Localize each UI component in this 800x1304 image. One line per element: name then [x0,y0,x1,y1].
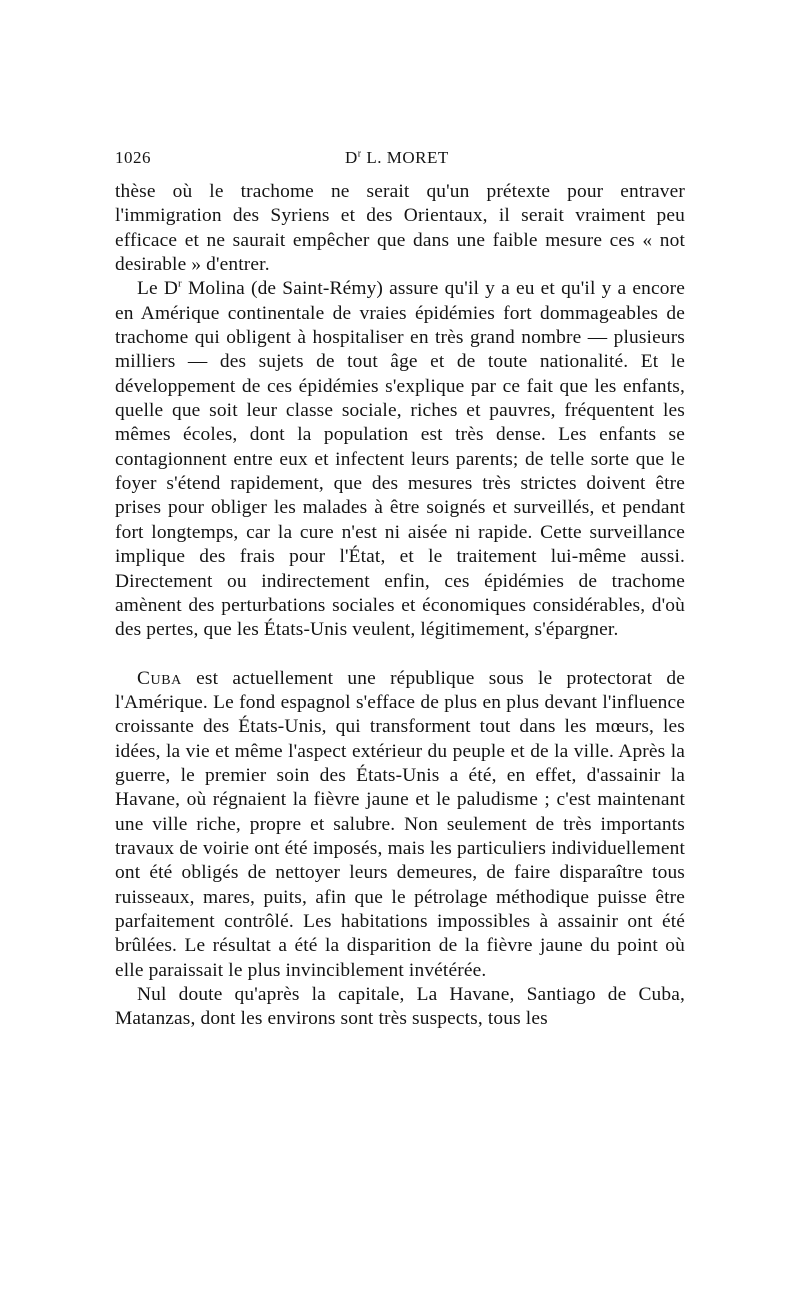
author-prefix: D [345,148,358,167]
paragraph-cuba-text: est actuellement une république sous le protectorat de l'Amérique. Le fond espagnol s'efface de plus en plus devant l'influence croissante des États-Unis, qui transforment tout dans les mœurs, les idées, la vie et même l'aspect extérieur du peuple et de la ville. Après la guerre, le premier soin des États-Unis a été, en effet, d'assainir la Havane, où régnaient la fièvre jaune et le paludisme ; c'est maintenant une ville riche, propre et salubre. Non seulement de très importants travaux de voirie ont été imposés, mais les particuliers individuellement ont été obligés de nettoyer leurs demeures, de faire disparaître tous ruisseaux, mares, puits, afin que le pétrolage méthodique puisse être parfaitement contrôlé. Les habitations impossibles à assainir ont été brûlées. Le résultat a été la disparition de la fièvre jaune du point où elle paraissait le plus invinciblement invétérée. [115,667,685,981]
paragraph-molina-sup: r [178,277,182,290]
book-page [115,148,685,1032]
paragraph-molina [115,277,685,642]
paragraph-cuba [115,667,685,983]
body-text [115,180,685,1032]
paragraph-havane: Nul doute qu'après la capitale, La Havane, Santiago de Cuba, Matanzas, dont les environs sont très suspects, tous les [115,984,685,1030]
author-name: L. MORET [361,148,449,167]
paragraph-molina-start: Le D [137,278,179,300]
cuba-smallcaps: Cuba [137,667,182,689]
page-number: 1026 [115,148,151,167]
author-sup: r [357,148,362,160]
running-head [115,148,685,172]
section-gap [115,643,685,667]
paragraph-continuation: thèse où le trachome ne serait qu'un prétexte pour entraver l'immigration des Syriens et des Orientaux, il serait vraiment peu efficace et ne saurait empêcher que dans une faible mesure ces « not desirable » d'entrer. [115,181,685,276]
paragraph-molina-rest: Molina (de Saint-Rémy) assure qu'il y a eu et qu'il y a encore en Amérique continentale de vraies épidémies fort dommageables de trachome qui obligent à hospitaliser en très grand nombre — plusieurs milliers — des sujets de tout âge et de toute nationalité. Et le développement de ces épidémies s'explique par ce fait que les enfants, quelle que soit leur classe sociale, riches et pauvres, fréquentent les mêmes écoles, dont la population est très dense. Les enfants se contagionnent entre eux et infectent leurs parents; de telle sorte que le foyer s'étend rapidement, que des mesures très strictes doivent être prises pour obliger les malades à être soignés et surveillés, et pendant fort longtemps, car la cure n'est ni aisée ni rapide. Cette surveillance implique des frais pour l'État, et le traitement lui-même aussi. Directement ou indirectement enfin, ces épidémies de trachome amènent des perturbations sociales et économiques considérables, d'où des pertes, que les États-Unis veulent, légitimement, s'épargner. [115,278,685,641]
running-title [345,148,449,168]
